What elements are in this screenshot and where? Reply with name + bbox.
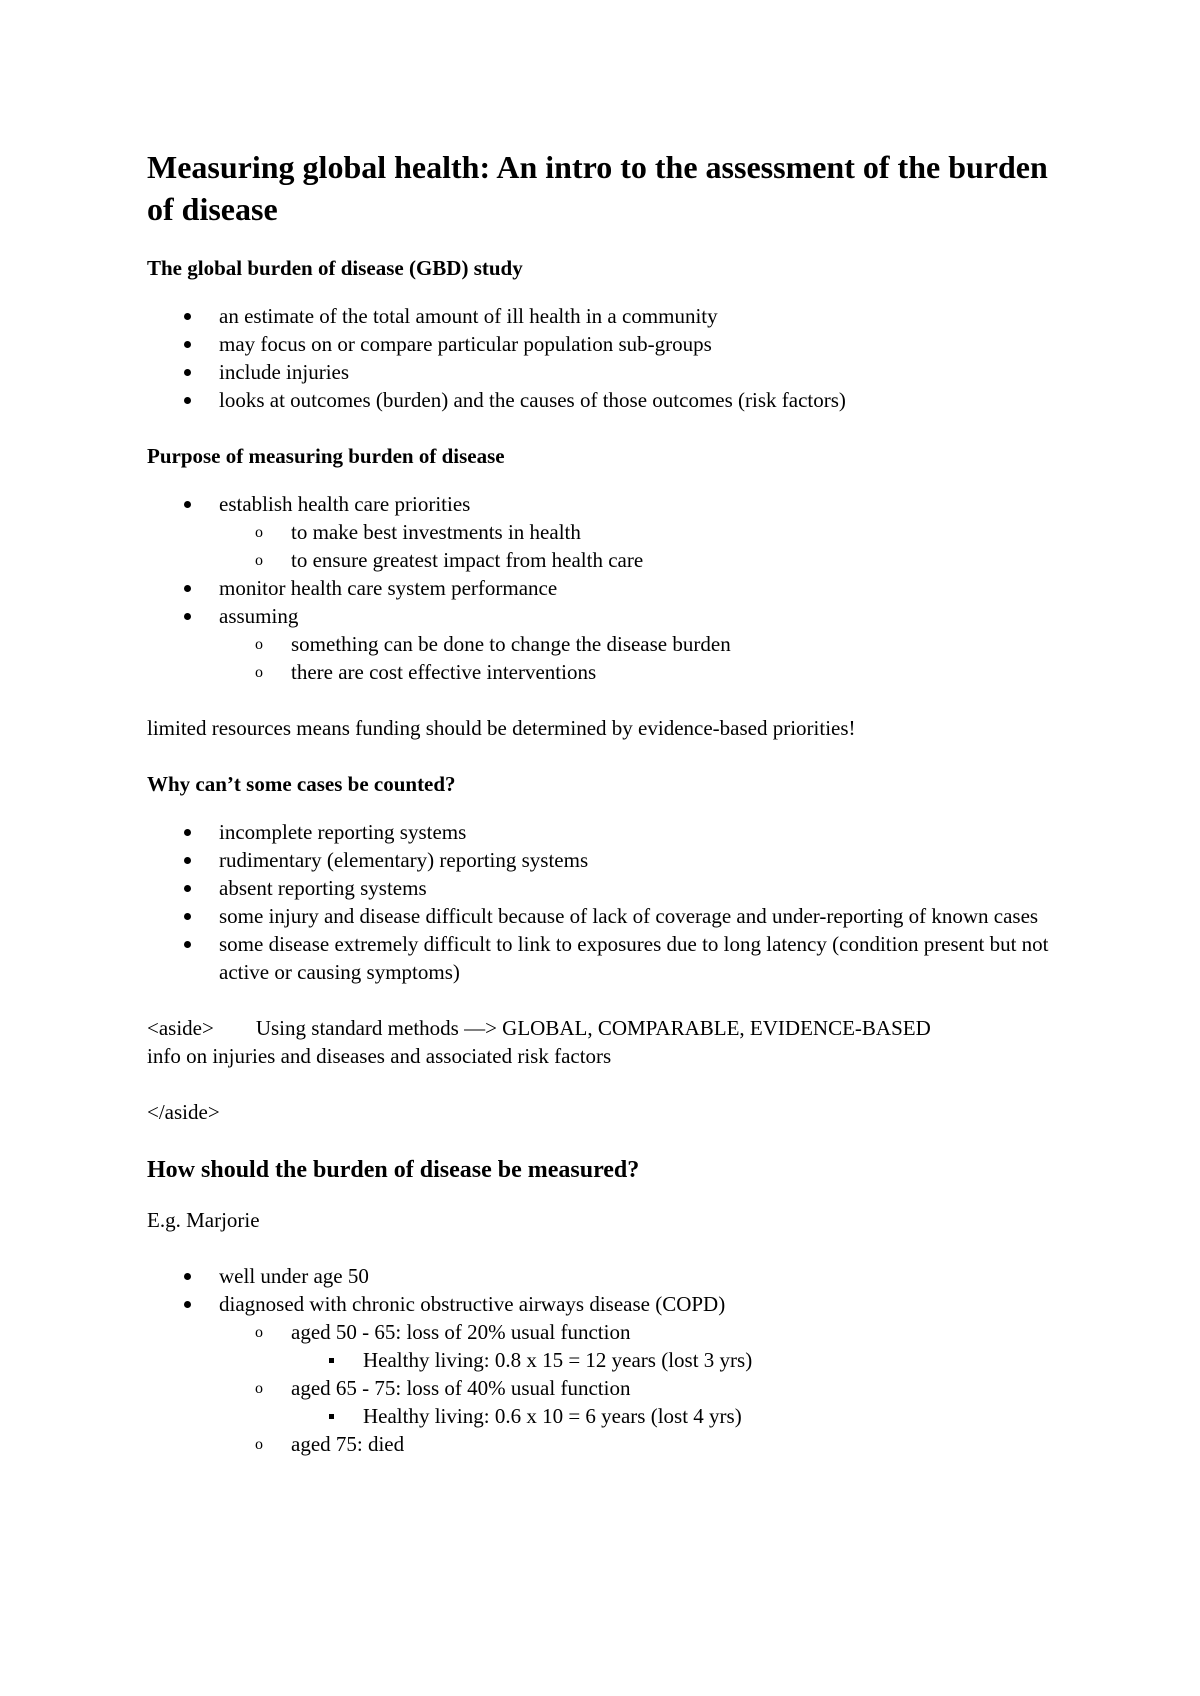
list-item: establish health care priorities o to make best investments in health o to ensure greatest impact from health care (147, 490, 1067, 574)
circle-bullet-icon: o (255, 524, 263, 541)
aside-block (147, 1014, 1067, 1070)
list-item: well under age 50 (219, 1264, 369, 1288)
list-item: may focus on or compare particular population sub-groups (219, 332, 712, 356)
purpose-list (147, 490, 1067, 686)
list-item: o aged 75: died (219, 1430, 1067, 1458)
detail-sublist (291, 1346, 1067, 1374)
section-heading-purpose: Purpose of measuring burden of disease (147, 444, 505, 468)
copd-sublist (219, 1318, 1067, 1458)
circle-bullet-icon: o (255, 552, 263, 569)
list-item: rudimentary (elementary) reporting systems (219, 848, 589, 872)
section-heading-gbd: The global burden of disease (GBD) study (147, 256, 523, 280)
example-label: E.g. Marjorie (147, 1208, 260, 1232)
list-item: o something can be done to change the disease burden (219, 630, 1067, 658)
measured-list (147, 1262, 1067, 1458)
list-item: incomplete reporting systems (219, 820, 467, 844)
aside-line-2: info on injuries and diseases and associated risk factors (147, 1044, 612, 1068)
counted-list (147, 818, 1067, 986)
document-page (147, 146, 1067, 1486)
section-heading-counted: Why can’t some cases be counted? (147, 772, 456, 796)
list-item: some disease extremely difficult to link to exposures due to long latency (condition present but not active or causing symptoms) (219, 932, 1049, 984)
list-item: looks at outcomes (burden) and the causes of those outcomes (risk factors) (219, 388, 846, 412)
list-item: o aged 65 - 75: loss of 40% usual function Healthy living: 0.6 x 10 = 6 years (lost 4 yrs) (219, 1374, 1067, 1430)
document-title: Measuring global health: An intro to the assessment of the burden of disease (147, 149, 1048, 227)
list-item: Healthy living: 0.8 x 15 = 12 years (lost 3 yrs) (363, 1348, 753, 1372)
list-item: o aged 50 - 65: loss of 20% usual function Healthy living: 0.8 x 15 = 12 years (lost 3 yrs) (219, 1318, 1067, 1374)
assuming-sublist (219, 630, 1067, 686)
circle-bullet-icon: o (255, 1324, 263, 1341)
circle-bullet-icon: o (255, 664, 263, 681)
list-item: o to ensure greatest impact from health care (219, 546, 1067, 574)
aside-line-1: <aside> Using standard methods —> GLOBAL, COMPARABLE, EVIDENCE-BASED (147, 1016, 931, 1040)
circle-bullet-icon: o (255, 1380, 263, 1397)
list-item: diagnosed with chronic obstructive airways disease (COPD) o aged 50 - 65: loss of 20% usual function Healthy living: 0.8 x 15 = 12 years (lost 3 yrs) o aged 65 - 75: loss of 40% usual function Healthy living: 0.6 x 10 = 6 years (lost 4 yrs) o aged 75: died (147, 1290, 1067, 1458)
gbd-list (147, 302, 1067, 414)
circle-bullet-icon: o (255, 1436, 263, 1453)
circle-bullet-icon: o (255, 636, 263, 653)
list-item: o to make best investments in health (219, 518, 1067, 546)
list-item: Healthy living: 0.6 x 10 = 6 years (lost 4 yrs) (363, 1404, 742, 1428)
list-item: o there are cost effective interventions (219, 658, 1067, 686)
aside-close: </aside> (147, 1100, 220, 1124)
list-item: assuming o something can be done to change the disease burden o there are cost effective interventions (147, 602, 1067, 686)
list-item: an estimate of the total amount of ill health in a community (219, 304, 718, 328)
list-item: some injury and disease difficult because of lack of coverage and under-reporting of known cases (219, 904, 1039, 928)
purpose-note: limited resources means funding should be determined by evidence-based priorities! (147, 716, 856, 740)
purpose-sublist (219, 518, 1067, 574)
detail-sublist (291, 1402, 1067, 1430)
section-heading-measured: How should the burden of disease be measured? (147, 1157, 640, 1183)
list-item: absent reporting systems (219, 876, 427, 900)
list-item: include injuries (219, 360, 350, 384)
list-item: monitor health care system performance (219, 576, 558, 600)
